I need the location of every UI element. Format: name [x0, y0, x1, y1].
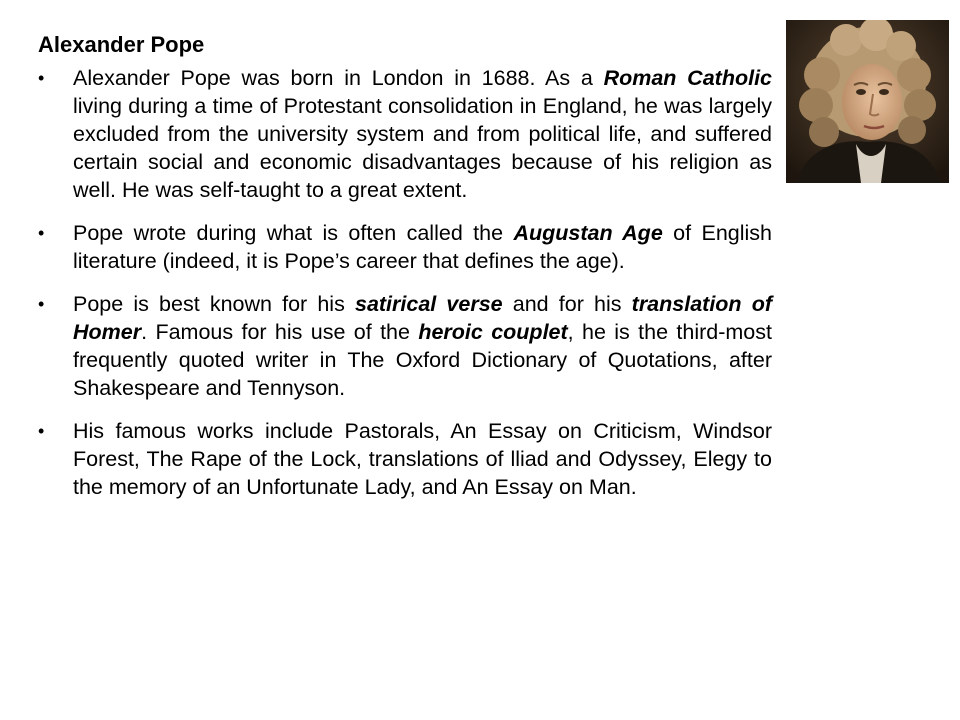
portrait-painting-icon	[786, 20, 949, 183]
emphasized-term: Roman Catholic	[603, 66, 772, 90]
bullet-item	[38, 290, 772, 402]
bullet-icon: •	[38, 294, 45, 314]
emphasized-term: heroic couplet	[418, 320, 568, 344]
bullet-icon: •	[38, 223, 45, 243]
bullet-text: living during a time of Protestant consolidation in England, he was largely excluded from the university system and from political life, and suffered certain social and economic disadvantages because of his religion as well. He was self-taught to a great extent.	[73, 94, 772, 202]
bullet-item	[38, 219, 772, 275]
bullet-text: of English literature (indeed, it is Pope’s career that defines the age).	[73, 221, 772, 273]
bullet-text: . Famous for his use of the	[141, 320, 419, 344]
portrait-image	[786, 20, 949, 183]
bullet-item	[38, 417, 772, 501]
bullet-text: Pope is best known for his	[73, 292, 355, 316]
emphasized-term: translation of Homer	[73, 292, 772, 344]
bullet-text: His famous works include Pastorals, An Essay on Criticism, Windsor Forest, The Rape of the Lock, translations of lliad and Odyssey, Elegy to the memory of an Unfortunate Lady, and An Essay on Man.	[73, 419, 772, 499]
bullet-text: Pope wrote during what is often called the	[73, 221, 514, 245]
bullet-list	[38, 64, 772, 516]
bullet-text: Alexander Pope was born in London in 1688. As a	[73, 66, 604, 90]
bullet-text: and for his	[502, 292, 632, 316]
slide-title: Alexander Pope	[38, 32, 205, 57]
bullet-icon: •	[38, 68, 45, 88]
emphasized-term: Augustan Age	[513, 221, 663, 245]
bullet-item	[38, 64, 772, 204]
emphasized-term: satirical verse	[354, 292, 503, 316]
bullet-icon: •	[38, 421, 45, 441]
bullet-text: , he is the third-most frequently quoted writer in The Oxford Dictionary of Quotations, after Shakespeare and Tennyson.	[73, 320, 772, 400]
